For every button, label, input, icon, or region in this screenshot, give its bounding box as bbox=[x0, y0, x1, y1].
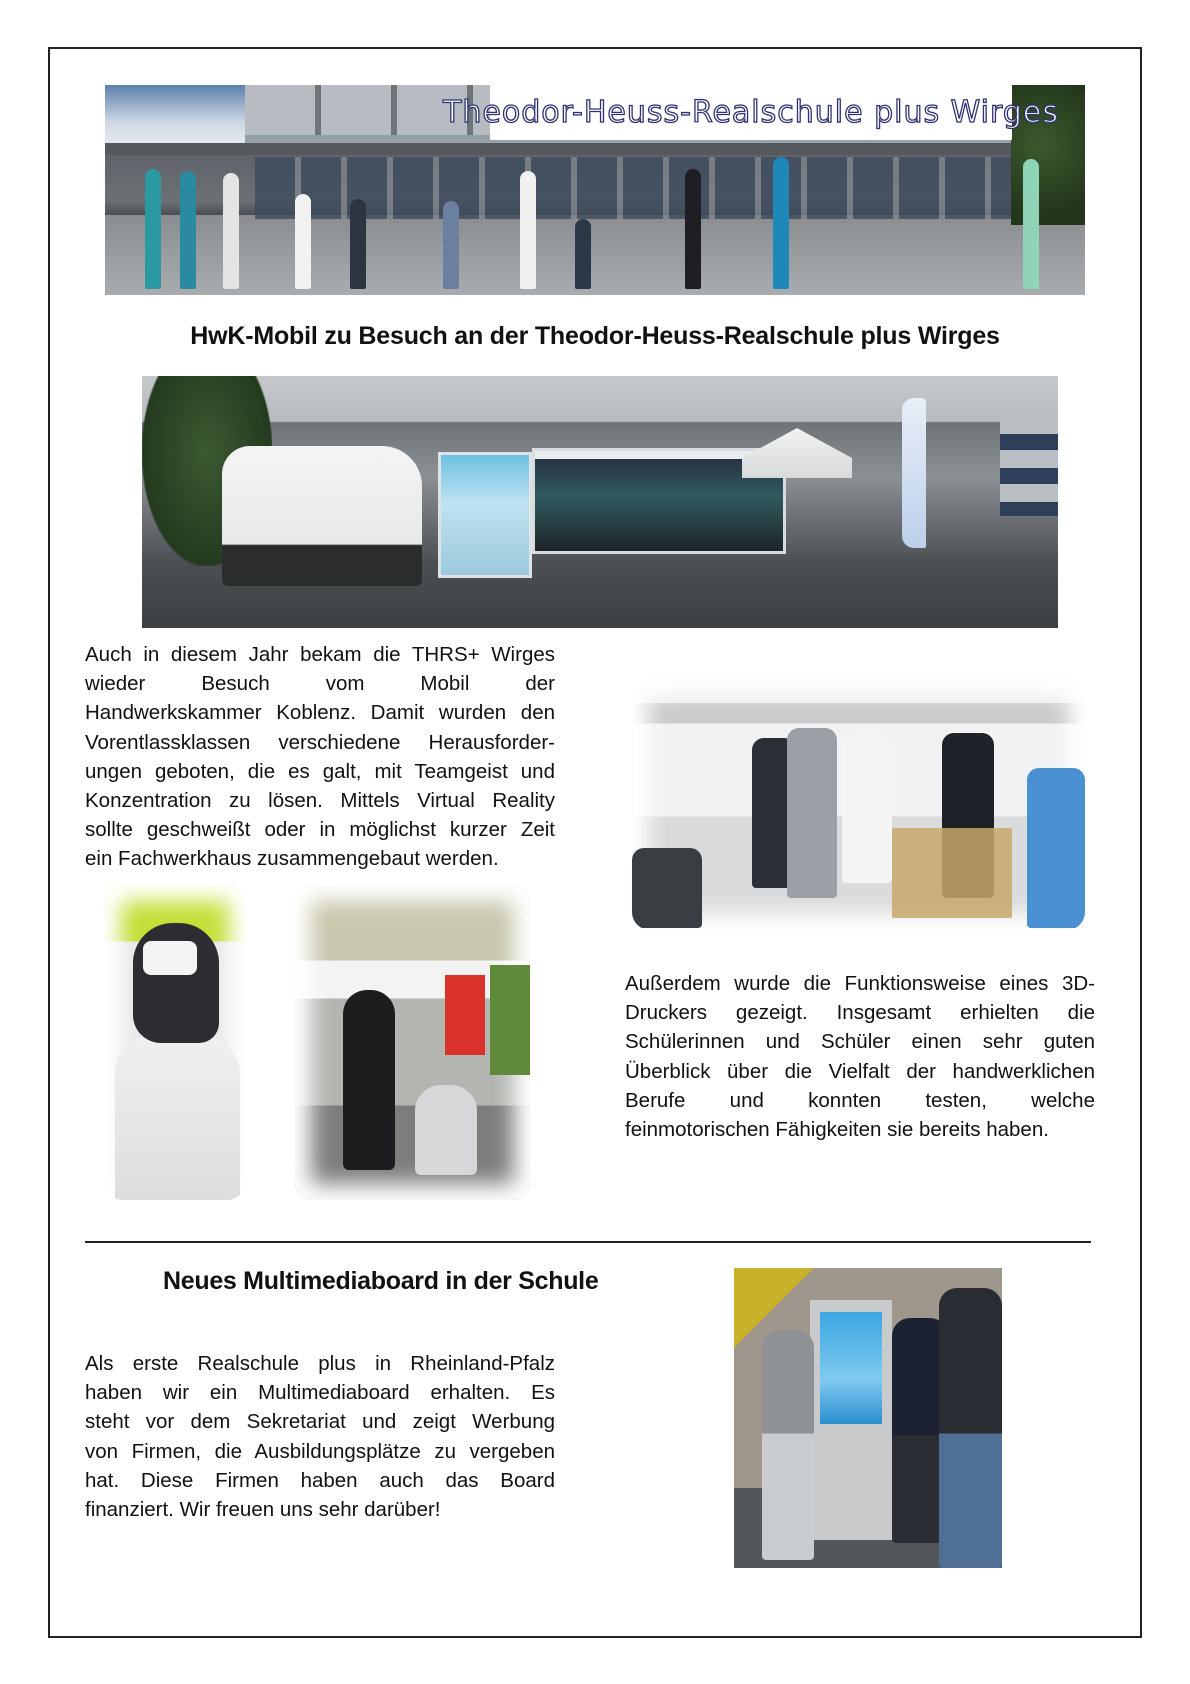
photo-board-screen bbox=[820, 1312, 882, 1424]
photo-person bbox=[842, 733, 892, 883]
text-line: Überblick über die Vielfalt der handwerklichen bbox=[625, 1059, 1095, 1083]
photo-beach-flag bbox=[902, 398, 926, 548]
banner-photo bbox=[105, 85, 1085, 295]
photo-person bbox=[939, 1288, 1002, 1568]
photo-person bbox=[632, 848, 702, 928]
photo-welding-mask bbox=[105, 885, 245, 1200]
article2-paragraph bbox=[85, 1349, 555, 1524]
banner-person bbox=[773, 157, 789, 289]
banner-person bbox=[180, 171, 196, 289]
photo-students-building bbox=[632, 678, 1085, 930]
text-line: Vorentlassklassen verschiedene Herausforder- bbox=[85, 730, 555, 754]
text-line: steht vor dem Sekretariat und zeigt Werbung bbox=[85, 1410, 555, 1434]
text-line: sollte geschweißt oder in möglichst kurzer Zeit bbox=[85, 818, 555, 842]
photo-person bbox=[762, 1330, 814, 1560]
text-line: Außerdem wurde die Funktionsweise eines 3D- bbox=[625, 972, 1095, 995]
text-line: wieder Besuch vom Mobil der bbox=[85, 672, 555, 696]
photo-building bbox=[1000, 416, 1058, 516]
text-line: Druckers gezeigt. Insgesamt erhielten die bbox=[625, 1001, 1095, 1025]
banner-person bbox=[1023, 159, 1039, 289]
article-heading-multimediaboard: Neues Multimediaboard in der Schule bbox=[163, 1267, 599, 1295]
text-line: ein Fachwerkhaus zusammengebaut werden. bbox=[85, 847, 499, 871]
photo-person bbox=[343, 990, 395, 1170]
text-line: Auch in diesem Jahr bekam die THRS+ Wirges bbox=[85, 643, 555, 666]
banner-person bbox=[350, 199, 366, 289]
banner-person bbox=[443, 201, 459, 289]
photo-person bbox=[787, 728, 837, 898]
article-heading-hwk-mobil: HwK-Mobil zu Besuch an der Theodor-Heuss-Realschule plus Wirges bbox=[190, 322, 1000, 350]
text-line: Konzentration zu lösen. Mittels Virtual Reality bbox=[85, 788, 555, 812]
banner-person bbox=[575, 219, 591, 289]
photo-hwk-mobil bbox=[142, 376, 1058, 628]
article1-paragraph2 bbox=[625, 969, 1095, 1144]
banner-school-name-text: Theodor-Heuss-Realschule plus Wirges bbox=[443, 95, 1059, 130]
banner-windows bbox=[255, 157, 1015, 219]
photo-person bbox=[1027, 768, 1085, 928]
photo-info-panel bbox=[438, 452, 532, 578]
text-line: Handwerkskammer Koblenz. Damit wurden den bbox=[85, 701, 555, 725]
text-line: Berufe und konnten testen, welche bbox=[625, 1088, 1095, 1112]
text-line: hat. Diese Firmen haben auch das Board bbox=[85, 1468, 555, 1492]
photo-jacket bbox=[115, 1035, 240, 1200]
banner-person bbox=[520, 171, 536, 289]
text-line: Als erste Realschule plus in Rheinland-Pfalz bbox=[85, 1352, 555, 1375]
photo-red-banner bbox=[445, 975, 485, 1055]
text-line: von Firmen, die Ausbildungsplätze zu vergeben bbox=[85, 1439, 555, 1463]
photo-van bbox=[222, 446, 422, 586]
text-line: haben wir ein Multimediaboard erhalten. Es bbox=[85, 1381, 555, 1405]
photo-hedge bbox=[490, 965, 530, 1075]
text-line: finanziert. Wir freuen uns sehr darüber! bbox=[85, 1497, 441, 1521]
banner-schoolyard bbox=[105, 225, 1085, 295]
banner-sky bbox=[105, 85, 245, 147]
photo-vr-headsets bbox=[295, 885, 530, 1200]
text-line: ungen geboten, die es galt, mit Teamgeist und bbox=[85, 759, 555, 783]
photo-tent bbox=[742, 428, 852, 478]
section-separator bbox=[85, 1241, 1091, 1243]
photo-person bbox=[415, 1085, 477, 1175]
banner-school-name bbox=[443, 85, 1059, 140]
banner-roof bbox=[105, 143, 1085, 155]
banner-person bbox=[223, 173, 239, 289]
photo-mask bbox=[133, 923, 219, 1043]
article1-paragraph1 bbox=[85, 640, 555, 874]
banner-person bbox=[295, 194, 311, 289]
banner-person bbox=[685, 169, 701, 289]
banner-person bbox=[145, 169, 161, 289]
photo-multimediaboard bbox=[734, 1268, 1002, 1568]
text-line: Schülerinnen und Schüler einen sehr guten bbox=[625, 1030, 1095, 1054]
photo-timber-frame bbox=[892, 828, 1012, 918]
text-line: feinmotorischen Fähigkeiten sie bereits haben. bbox=[625, 1117, 1049, 1141]
